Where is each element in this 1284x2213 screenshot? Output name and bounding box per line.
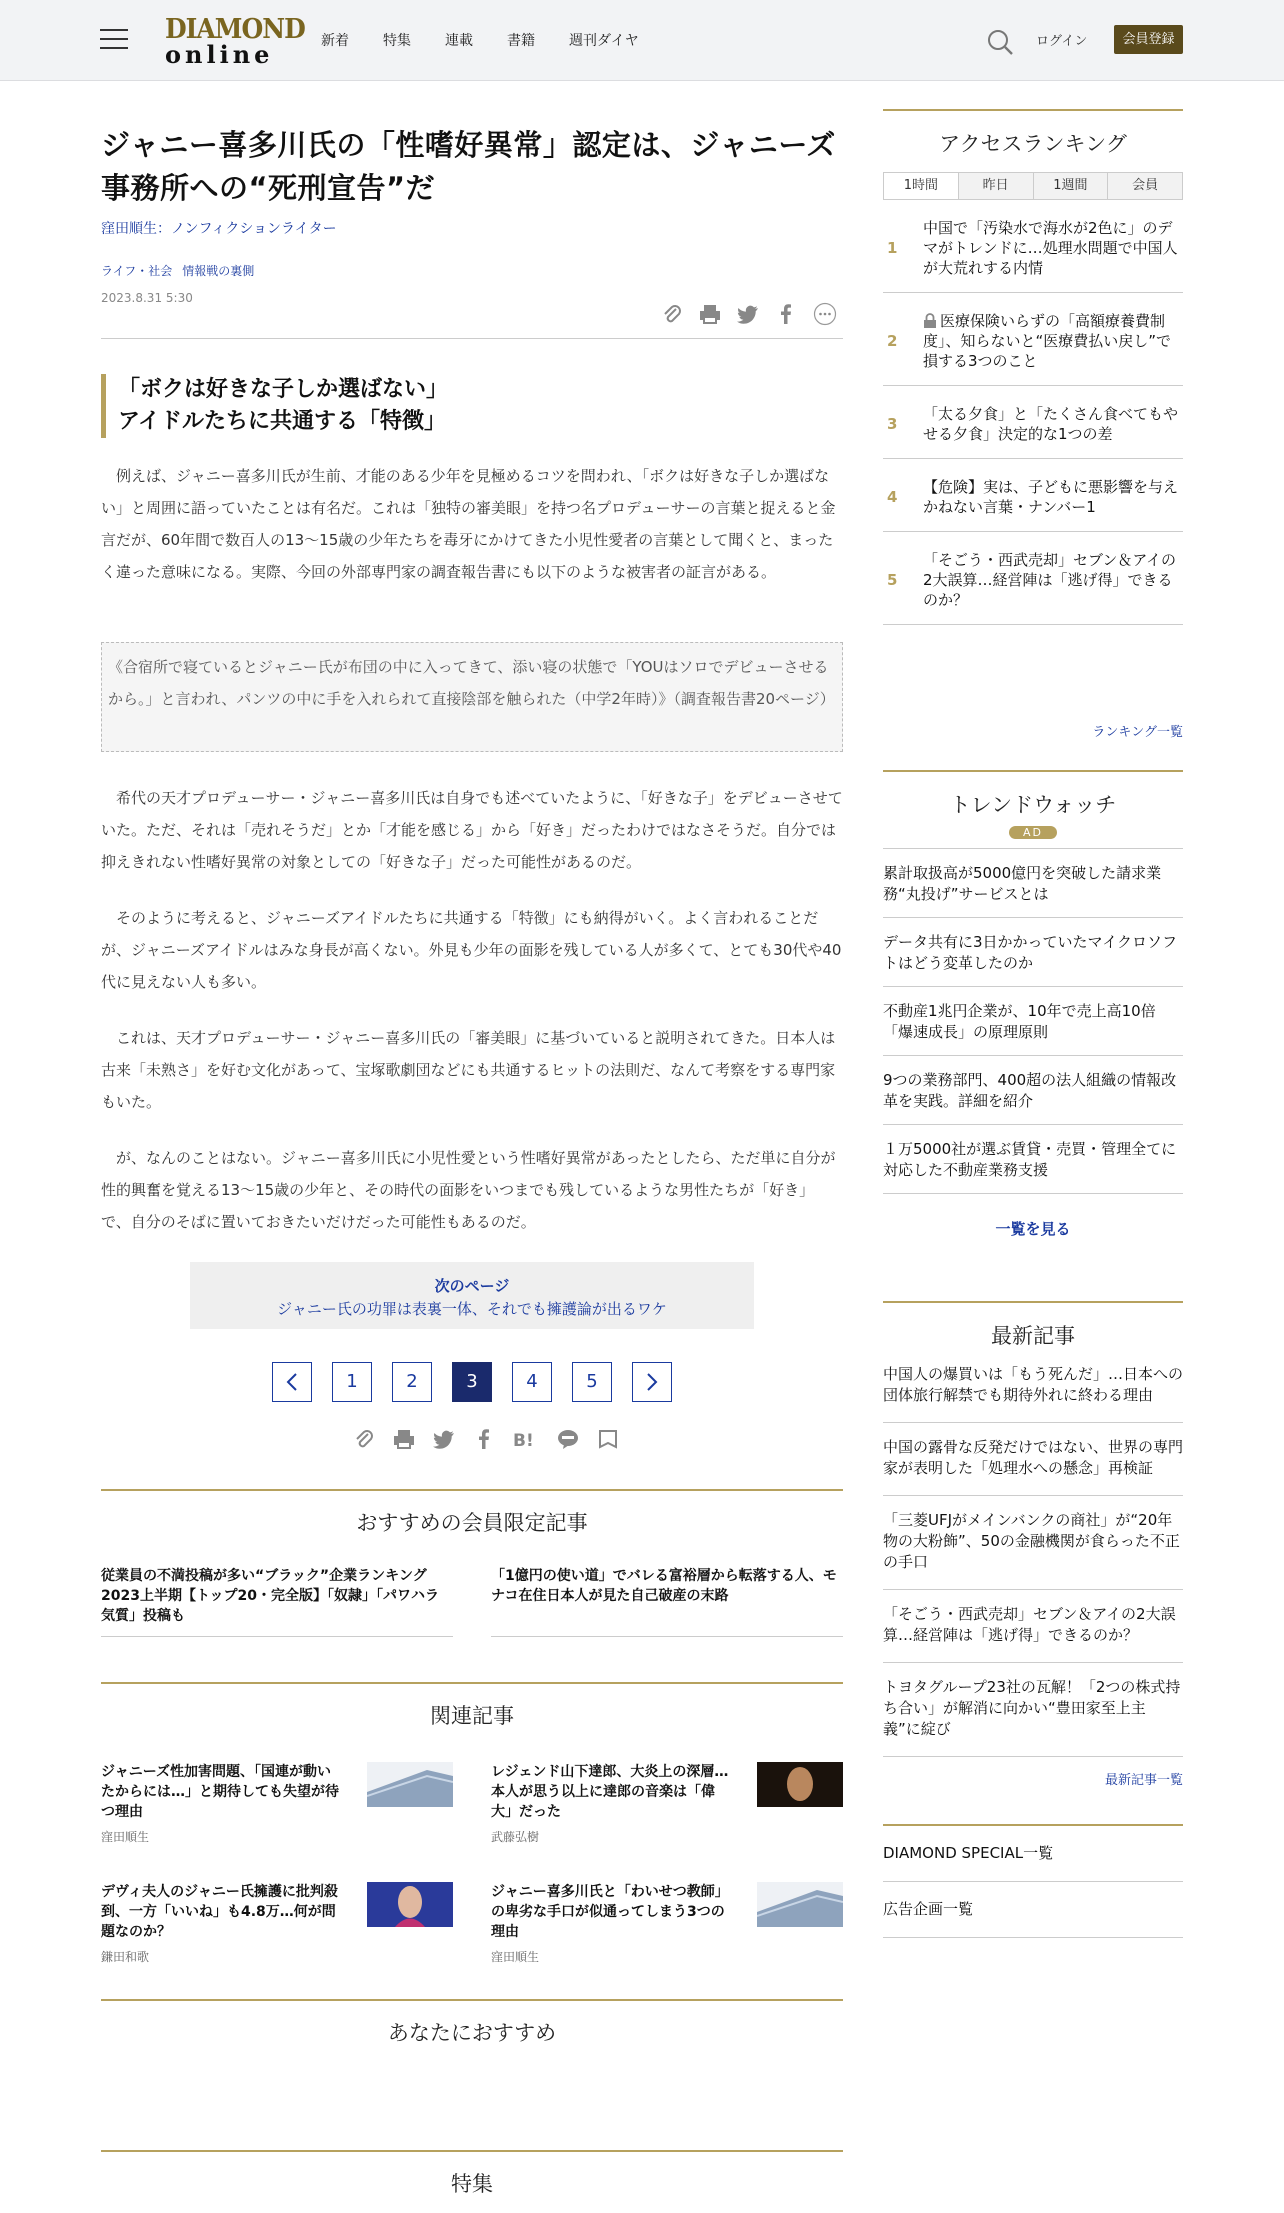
next-page-title: ジャニー氏の功罪は表裏一体、それでも擁護論が出るワケ <box>277 1300 667 1318</box>
site-logo[interactable] <box>165 12 305 69</box>
latest-item[interactable]: 「三菱UFJがメインバンクの商社」が“20年物の大粉飾”、50の金融機関が食らった不正の手口 <box>883 1496 1183 1590</box>
ranking-item[interactable] <box>883 293 1183 386</box>
article-subheading <box>101 374 843 438</box>
rank-title: 「太る夕食」と「たくさん食べてもやせる夕食」決定的な1つの差 <box>923 405 1179 443</box>
trend-item[interactable]: 不動産1兆円企業が、10年で売上高10倍「爆速成長」の原理原則 <box>883 987 1183 1056</box>
article-categories <box>101 262 843 279</box>
rank-number: 5 <box>887 571 898 589</box>
related-article-title: デヴィ夫人のジャニー氏擁護に批判殺到、一方「いいね」も4.8万…何が問題なのか？ <box>101 1884 338 1940</box>
rank-title: 【危険】実は、子どもに悪影響を与えかねない言葉・ナンバー1 <box>923 478 1179 516</box>
login-link[interactable]: ログイン <box>1036 34 1088 49</box>
member-article-link[interactable]: 従業員の不満投稿が多い“ブラック”企業ランキング2023上半期【トップ20・完全版】「奴隷」「パワハラ気質」投稿も <box>101 1566 453 1637</box>
prev-page-button[interactable] <box>272 1362 312 1402</box>
page-button-3-current[interactable]: 3 <box>452 1362 492 1402</box>
print-icon[interactable] <box>393 1428 415 1450</box>
rank-title <box>923 311 1183 371</box>
next-page-button[interactable] <box>632 1362 672 1402</box>
rank-title: 「そごう・西武売却」セブン＆アイの2大誤算…経営陣は「逃げ得」できるのか？ <box>923 551 1177 609</box>
print-icon[interactable] <box>699 303 721 325</box>
tab-1hour[interactable]: 1時間 <box>884 173 958 199</box>
share-bar-top <box>661 302 837 326</box>
next-page-link[interactable] <box>190 1262 754 1329</box>
facebook-icon[interactable] <box>775 303 797 325</box>
ranking-item[interactable] <box>883 386 1183 459</box>
rank-number: 2 <box>887 332 898 350</box>
related-article-thumbnail <box>757 1882 843 1927</box>
related-section-title: 関連記事 <box>101 1682 843 1730</box>
paragraph-5: が、なんのことはない。ジャニー喜多川氏に小児性愛という性嗜好異常があったとしたら、ただ単に自分が性的興奮を覚える13～15歳の少年と、その時代の面影をいつまでも残しているような男性たちが「好き」で、自分のそばに置いておきたいだけだった可能性もあるのだ。 <box>101 1149 836 1231</box>
site-header <box>0 0 1284 81</box>
ranking-item[interactable] <box>883 532 1183 625</box>
hatena-bookmark-icon[interactable] <box>513 1428 539 1450</box>
feature-section-title: 特集 <box>101 2150 843 2198</box>
trend-item[interactable]: １万5000社が選ぶ賃貸・売買・管理全てに対応した不動産業務支援 <box>883 1125 1183 1194</box>
subhead-line1: 「ボクは好きな子しか選ばない」 <box>118 377 449 402</box>
trend-more-link[interactable]: 一覧を見る <box>995 1220 1071 1238</box>
recommend-section-title: あなたにおすすめ <box>101 1999 843 2047</box>
rank-number: 1 <box>887 239 898 257</box>
latest-item[interactable]: 中国の露骨な反発だけではない、世界の専門家が表明した「処理水への懸念」再検証 <box>883 1423 1183 1496</box>
related-article[interactable] <box>491 1762 843 1845</box>
ad-badge: AD <box>1009 826 1057 839</box>
trend-title: トレンドウォッチ <box>883 770 1183 819</box>
related-article-title: ジャニーズ性加害問題、「国連が動いたからには…」と期待しても失望が待つ理由 <box>101 1764 339 1820</box>
ranking-more-link[interactable]: ランキング一覧 <box>1092 725 1183 740</box>
share-bar-bottom <box>353 1428 619 1450</box>
related-article[interactable] <box>491 1882 843 1965</box>
chevron-right-icon <box>646 1373 658 1391</box>
paragraph-1: 例えば、ジャニー喜多川氏が生前、才能のある少年を見極めるコツを問われ、「ボクは好きな子しか選ばない」と周囲に語っていたことは有名だ。これは「独特の審美眼」を持つ名プロデューサーの言葉と捉えると金言だが、60年間で数百人の13～15歳の少年たちを毒牙にかけてきた小児性愛者の言葉として聞くと、まったく違った意味になる。実際、今回の外部専門家の調査報告書にも以下のような被害者の証言がある。 <box>101 467 836 581</box>
ranking-title: アクセスランキング <box>883 109 1183 158</box>
divider <box>101 338 843 339</box>
member-article-link[interactable]: 「1億円の使い道」でバレる富裕層から転落する人、モナコ在住日本人が見た自己破産の末路 <box>491 1566 843 1637</box>
page-button-1[interactable]: 1 <box>332 1362 372 1402</box>
tab-yesterday[interactable]: 昨日 <box>958 173 1033 199</box>
related-article-author: 窪田順生 <box>101 1830 150 1844</box>
related-article-thumbnail <box>367 1762 453 1807</box>
related-article-thumbnail <box>757 1762 843 1807</box>
facebook-icon[interactable] <box>473 1428 495 1450</box>
page-button-5[interactable]: 5 <box>572 1362 612 1402</box>
register-button[interactable]: 会員登録 <box>1114 25 1183 54</box>
related-article[interactable] <box>101 1762 453 1845</box>
special-list-link[interactable]: DIAMOND SPECIAL一覧 <box>883 1826 1183 1882</box>
latest-title: 最新記事 <box>883 1301 1183 1350</box>
member-section-title: おすすめの会員限定記事 <box>101 1489 843 1537</box>
ranking-tabs <box>883 172 1183 200</box>
tab-1week[interactable]: 1週間 <box>1033 173 1108 199</box>
quote-block: 《合宿所で寝ているとジャニー氏が布団の中に入ってきて、添い寝の状態で「YOUはソロでデビューさせるから。」と言われ、パンツの中に手を入れられて直接陰部を触られた（中学2年時）》（調査報告書20ページ） <box>101 642 843 752</box>
category-link[interactable]: ライフ・社会 <box>101 264 173 278</box>
clip-icon[interactable] <box>661 303 683 325</box>
page-button-2[interactable]: 2 <box>392 1362 432 1402</box>
sidebar <box>883 109 1183 1938</box>
subhead-line2: アイドルたちに共通する「特徴」 <box>118 409 447 434</box>
category-link[interactable]: 情報戦の裏側 <box>182 264 255 278</box>
paragraph-2: 希代の天才プロデューサー・ジャニー喜多川氏は自身でも述べていたように、「好きな子」をデビューさせていた。ただ、それは「売れそうだ」とか「才能を感じる」から「好き」だったわけではなさそうだ。自分では抑えきれない性嗜好異常の対象としての「好きな子」だった可能性があるのだ。 <box>101 789 843 871</box>
clip-icon[interactable] <box>353 1428 375 1450</box>
related-article-title: ジャニー喜多川氏と「わいせつ教師」の卑劣な手口が似通ってしまう3つの理由 <box>491 1884 729 1940</box>
menu-icon[interactable] <box>100 29 128 51</box>
ranking-item[interactable] <box>883 200 1183 293</box>
ad-badge-wrap <box>883 821 1183 849</box>
related-article-author: 武藤弘樹 <box>491 1830 540 1844</box>
related-article-author: 窪田順生 <box>491 1950 540 1964</box>
pagination <box>272 1362 672 1402</box>
nav-new[interactable]: 新着 <box>321 33 349 49</box>
chevron-left-icon <box>286 1373 298 1391</box>
article-author[interactable]: 窪田順生：ノンフィクションライター <box>101 221 337 237</box>
logo-line2: online <box>165 40 274 69</box>
twitter-icon[interactable] <box>433 1428 455 1450</box>
article-date: 2023.8.31 5:30 <box>101 291 193 305</box>
line-icon[interactable] <box>557 1428 579 1450</box>
article <box>101 124 843 2196</box>
latest-item[interactable]: 「そごう・西武売却」セブン＆アイの2大誤算…経営陣は「逃げ得」できるのか？ <box>883 1590 1183 1663</box>
nav-feature[interactable]: 特集 <box>383 33 411 49</box>
latest-item[interactable]: トヨタグループ23社の瓦解！「2つの株式持ち合い」が解消に向かい“豊田家至上主義”に綻び <box>883 1663 1183 1757</box>
logo-line1: DIAMOND <box>165 12 305 45</box>
related-article-thumbnail <box>367 1882 453 1927</box>
rank-number: 3 <box>887 415 898 433</box>
rank-title: 中国で「汚染水で海水が2色に」のデマがトレンドに…処理水問題で中国人が大荒れする内情 <box>923 219 1178 277</box>
more-icon[interactable] <box>813 302 837 326</box>
latest-item[interactable]: 中国人の爆買いは「もう死んだ」…日本への団体旅行解禁でも期待外れに終わる理由 <box>883 1350 1183 1423</box>
rank-number: 4 <box>887 488 898 506</box>
trend-item[interactable]: データ共有に3日かかっていたマイクロソフトはどう変革したのか <box>883 918 1183 987</box>
page-button-4[interactable]: 4 <box>512 1362 552 1402</box>
tab-member[interactable]: 会員 <box>1107 173 1182 199</box>
latest-more-link[interactable]: 最新記事一覧 <box>1104 1773 1183 1788</box>
trend-item[interactable]: 9つの業務部門、400超の法人組織の情報改革を実践。詳細を紹介 <box>883 1056 1183 1125</box>
ad-list-link[interactable]: 広告企画一覧 <box>883 1882 1183 1938</box>
paragraph-4: これは、天才プロデューサー・ジャニー喜多川氏の「審美眼」に基づいていると説明されてきた。日本人は古来「未熟さ」を好む文化があって、宝塚歌劇団などにも共通するヒットの法則だ、なんて考察をする専門家もいた。 <box>101 1029 836 1111</box>
twitter-icon[interactable] <box>737 303 759 325</box>
pocket-icon[interactable] <box>597 1428 619 1450</box>
main-nav <box>321 30 639 50</box>
next-page-label: 次のページ <box>434 1277 510 1295</box>
nav-weekly[interactable]: 週刊ダイヤ <box>569 33 639 49</box>
trend-item[interactable]: 累計取扱高が5000億円を突破した請求業務“丸投げ”サービスとは <box>883 849 1183 918</box>
nav-series[interactable]: 連載 <box>445 33 473 49</box>
rank-title-text: 医療保険いらずの「高額療養費制度」、知らないと“医療費払い戻し”で損する3つのこと <box>923 312 1172 370</box>
paragraph-3: そのように考えると、ジャニーズアイドルたちに共通する「特徴」にも納得がいく。よく言われることだが、ジャニーズアイドルはみな身長が高くない。外見も少年の面影を残している人が多くて、とても30代や40代に見えない人も多い。 <box>101 909 842 991</box>
related-article-title: レジェンド山下達郎、大炎上の深層…本人が思う以上に達郎の音楽は「偉大」だった <box>491 1764 729 1820</box>
lock-icon <box>923 313 937 328</box>
search-icon[interactable] <box>986 28 1014 56</box>
related-article[interactable] <box>101 1882 453 1965</box>
nav-books[interactable]: 書籍 <box>507 33 535 49</box>
ranking-item[interactable] <box>883 459 1183 532</box>
related-article-author: 鎌田和歌 <box>101 1950 150 1964</box>
article-title: ジャニー喜多川氏の「性嗜好異常」認定は、ジャニーズ事務所への“死刑宣告”だ <box>101 128 836 205</box>
svg-text:B!: B! <box>513 1431 534 1450</box>
